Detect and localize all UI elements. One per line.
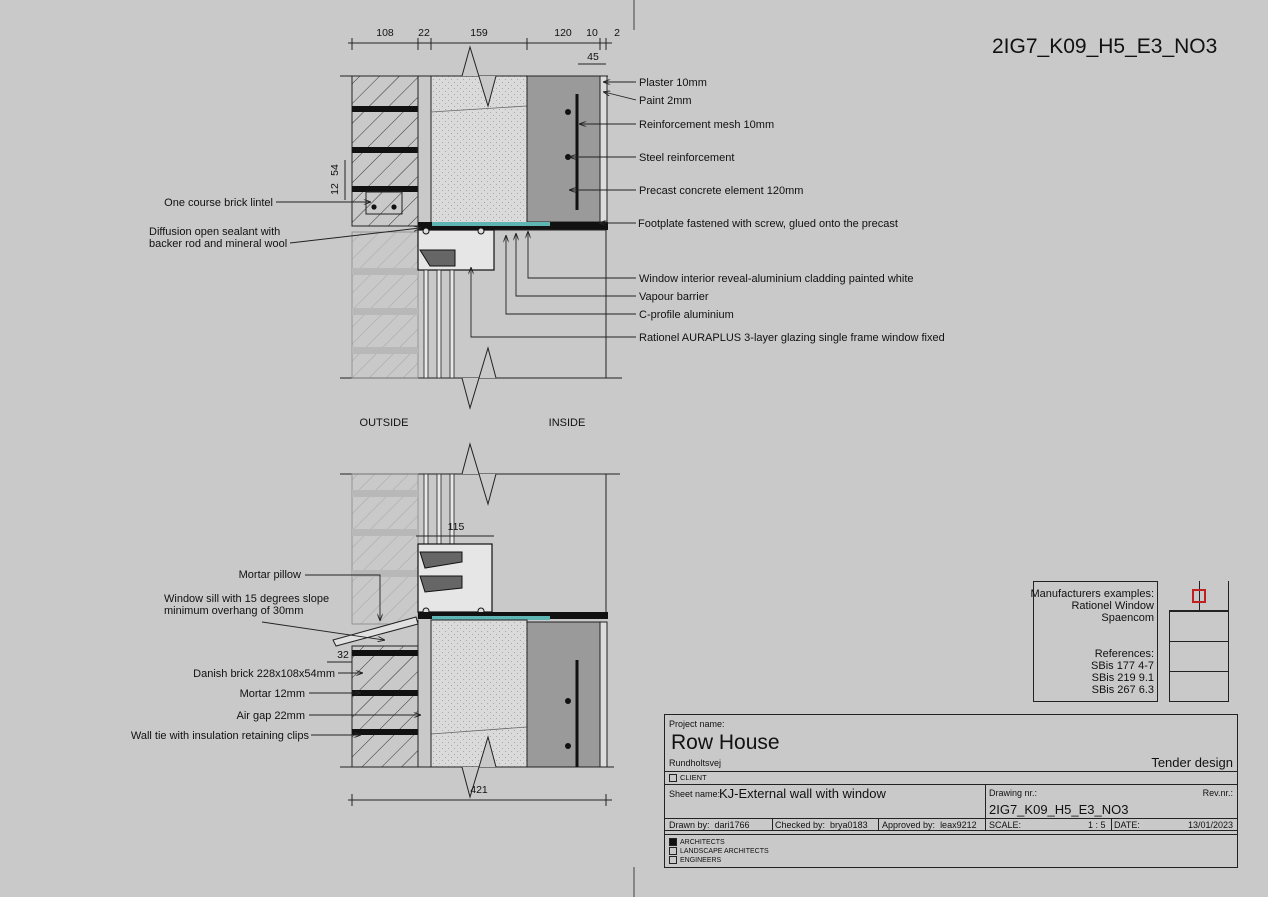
dim-paint: 2	[614, 27, 620, 39]
location-marker-icon	[1192, 589, 1206, 603]
label-air-gap: Air gap 22mm	[236, 710, 305, 722]
drawing-label: Drawing nr.:	[989, 788, 1038, 798]
dim-insulation: 159	[470, 27, 488, 39]
title-block	[664, 714, 1238, 868]
manufacturer-item: Spaencom	[1101, 612, 1154, 624]
drawing-number: 2IG7_K09_H5_E3_NO3	[989, 802, 1129, 817]
reference-item: SBis 267 6.3	[1091, 684, 1154, 696]
divider	[665, 771, 1237, 772]
discipline-architects	[669, 838, 725, 846]
reference-key-column	[1169, 581, 1230, 702]
divider	[985, 818, 986, 830]
dim-precast: 120	[554, 27, 572, 39]
discipline-label: LANDSCAPE ARCHITECTS	[680, 847, 769, 855]
date-label: DATE:	[1114, 820, 1140, 830]
label-mortar-pillow: Mortar pillow	[238, 569, 301, 581]
key-cell	[1169, 671, 1229, 702]
reference-item: SBis 177 4-7	[1091, 660, 1154, 672]
label-outside: OUTSIDE	[359, 417, 409, 429]
checked-label: Checked by:	[775, 820, 826, 830]
label-wall-tie: Wall tie with insulation retaining clips	[130, 730, 309, 742]
dim-total: 421	[470, 784, 488, 796]
dim-sill: 32	[337, 649, 349, 661]
references-heading: References:	[1094, 648, 1154, 660]
discipline-label: ARCHITECTS	[680, 838, 725, 846]
dim-reinforcement: 45	[587, 51, 599, 63]
key-cell	[1169, 641, 1229, 672]
client-label: CLIENT	[680, 773, 707, 782]
dim-plaster: 10	[586, 27, 598, 39]
date-value: 13/01/2023	[1187, 820, 1233, 830]
checkbox-checked-icon	[669, 838, 677, 846]
sheet-code: 2IG7_K09_H5_E3_NO3	[992, 35, 1218, 58]
key-cell	[1169, 611, 1229, 642]
label-sill-1: Window sill with 15 degrees slope	[164, 593, 330, 605]
divider	[1111, 818, 1112, 830]
upper-detail	[340, 47, 622, 408]
lower-detail	[327, 444, 620, 806]
client-check	[669, 774, 707, 782]
manufacturer-item: Rationel Window	[1071, 600, 1154, 612]
label-mesh: Reinforcement mesh 10mm	[639, 119, 775, 131]
rev-label: Rev.nr.:	[1202, 788, 1233, 798]
checkbox-icon	[669, 847, 677, 855]
divider	[665, 834, 1237, 835]
manufacturers-heading: Manufacturers examples:	[1030, 588, 1154, 600]
label-cprofile: C-profile aluminium	[639, 309, 734, 321]
project-location: Rundholtsvej	[669, 758, 722, 768]
label-sealant-2: backer rod and mineral wool	[149, 238, 288, 250]
divider	[772, 818, 773, 830]
label-reveal: Window interior reveal-aluminium cladding painted white	[639, 273, 914, 285]
manufacturers-box	[1030, 581, 1158, 702]
discipline-label: ENGINEERS	[680, 856, 722, 864]
label-sill-2: minimum overhang of 30mm	[164, 605, 304, 617]
label-inside: INSIDE	[548, 417, 586, 429]
divider	[665, 784, 1237, 785]
drawn-label: Drawn by:	[669, 820, 710, 830]
dim-brick-height: 54	[329, 164, 341, 176]
label-lintel: One course brick lintel	[164, 197, 273, 209]
approved-label: Approved by:	[882, 820, 936, 830]
project-label: Project name:	[669, 719, 725, 729]
scale-value: 1 : 5	[1088, 820, 1106, 830]
dim-mortar-height: 12	[329, 183, 341, 195]
divider	[878, 818, 879, 830]
approved-by	[882, 821, 977, 830]
dim-airgap: 22	[418, 27, 430, 39]
dim-brick: 108	[376, 27, 394, 39]
divider	[665, 818, 1237, 819]
project-phase: Tender design	[1151, 755, 1233, 770]
sheet-label: Sheet name:	[669, 789, 721, 799]
divider	[665, 830, 1237, 831]
checkbox-icon	[669, 856, 677, 864]
checkbox-icon	[669, 774, 677, 782]
label-steel: Steel reinforcement	[639, 152, 735, 164]
checked-value: brya0183	[830, 820, 868, 830]
reference-item: SBis 219 9.1	[1091, 672, 1154, 684]
discipline-engineers	[669, 856, 721, 864]
label-footplate: Footplate fastened with screw, glued onto the precast	[638, 218, 898, 230]
project-name: Row House	[671, 731, 780, 754]
label-glazing: Rationel AURAPLUS 3-layer glazing single frame window fixed	[639, 332, 945, 344]
divider	[985, 784, 986, 818]
label-vapour: Vapour barrier	[639, 291, 709, 303]
discipline-landscape	[669, 847, 769, 855]
label-paint: Paint 2mm	[639, 95, 692, 107]
checked-by	[775, 821, 868, 830]
dim-frame: 115	[447, 521, 465, 533]
approved-value: leax9212	[940, 820, 977, 830]
sheet-name: KJ-External wall with window	[719, 786, 886, 801]
label-mortar: Mortar 12mm	[239, 688, 305, 700]
label-brick: Danish brick 228x108x54mm	[193, 668, 335, 680]
label-sealant-1: Diffusion open sealant with	[149, 226, 281, 238]
scale-label: SCALE:	[989, 820, 1022, 830]
drawn-value: dari1766	[714, 820, 750, 830]
drawn-by	[669, 821, 750, 830]
label-plaster: Plaster 10mm	[639, 77, 707, 89]
label-precast: Precast concrete element 120mm	[639, 185, 804, 197]
